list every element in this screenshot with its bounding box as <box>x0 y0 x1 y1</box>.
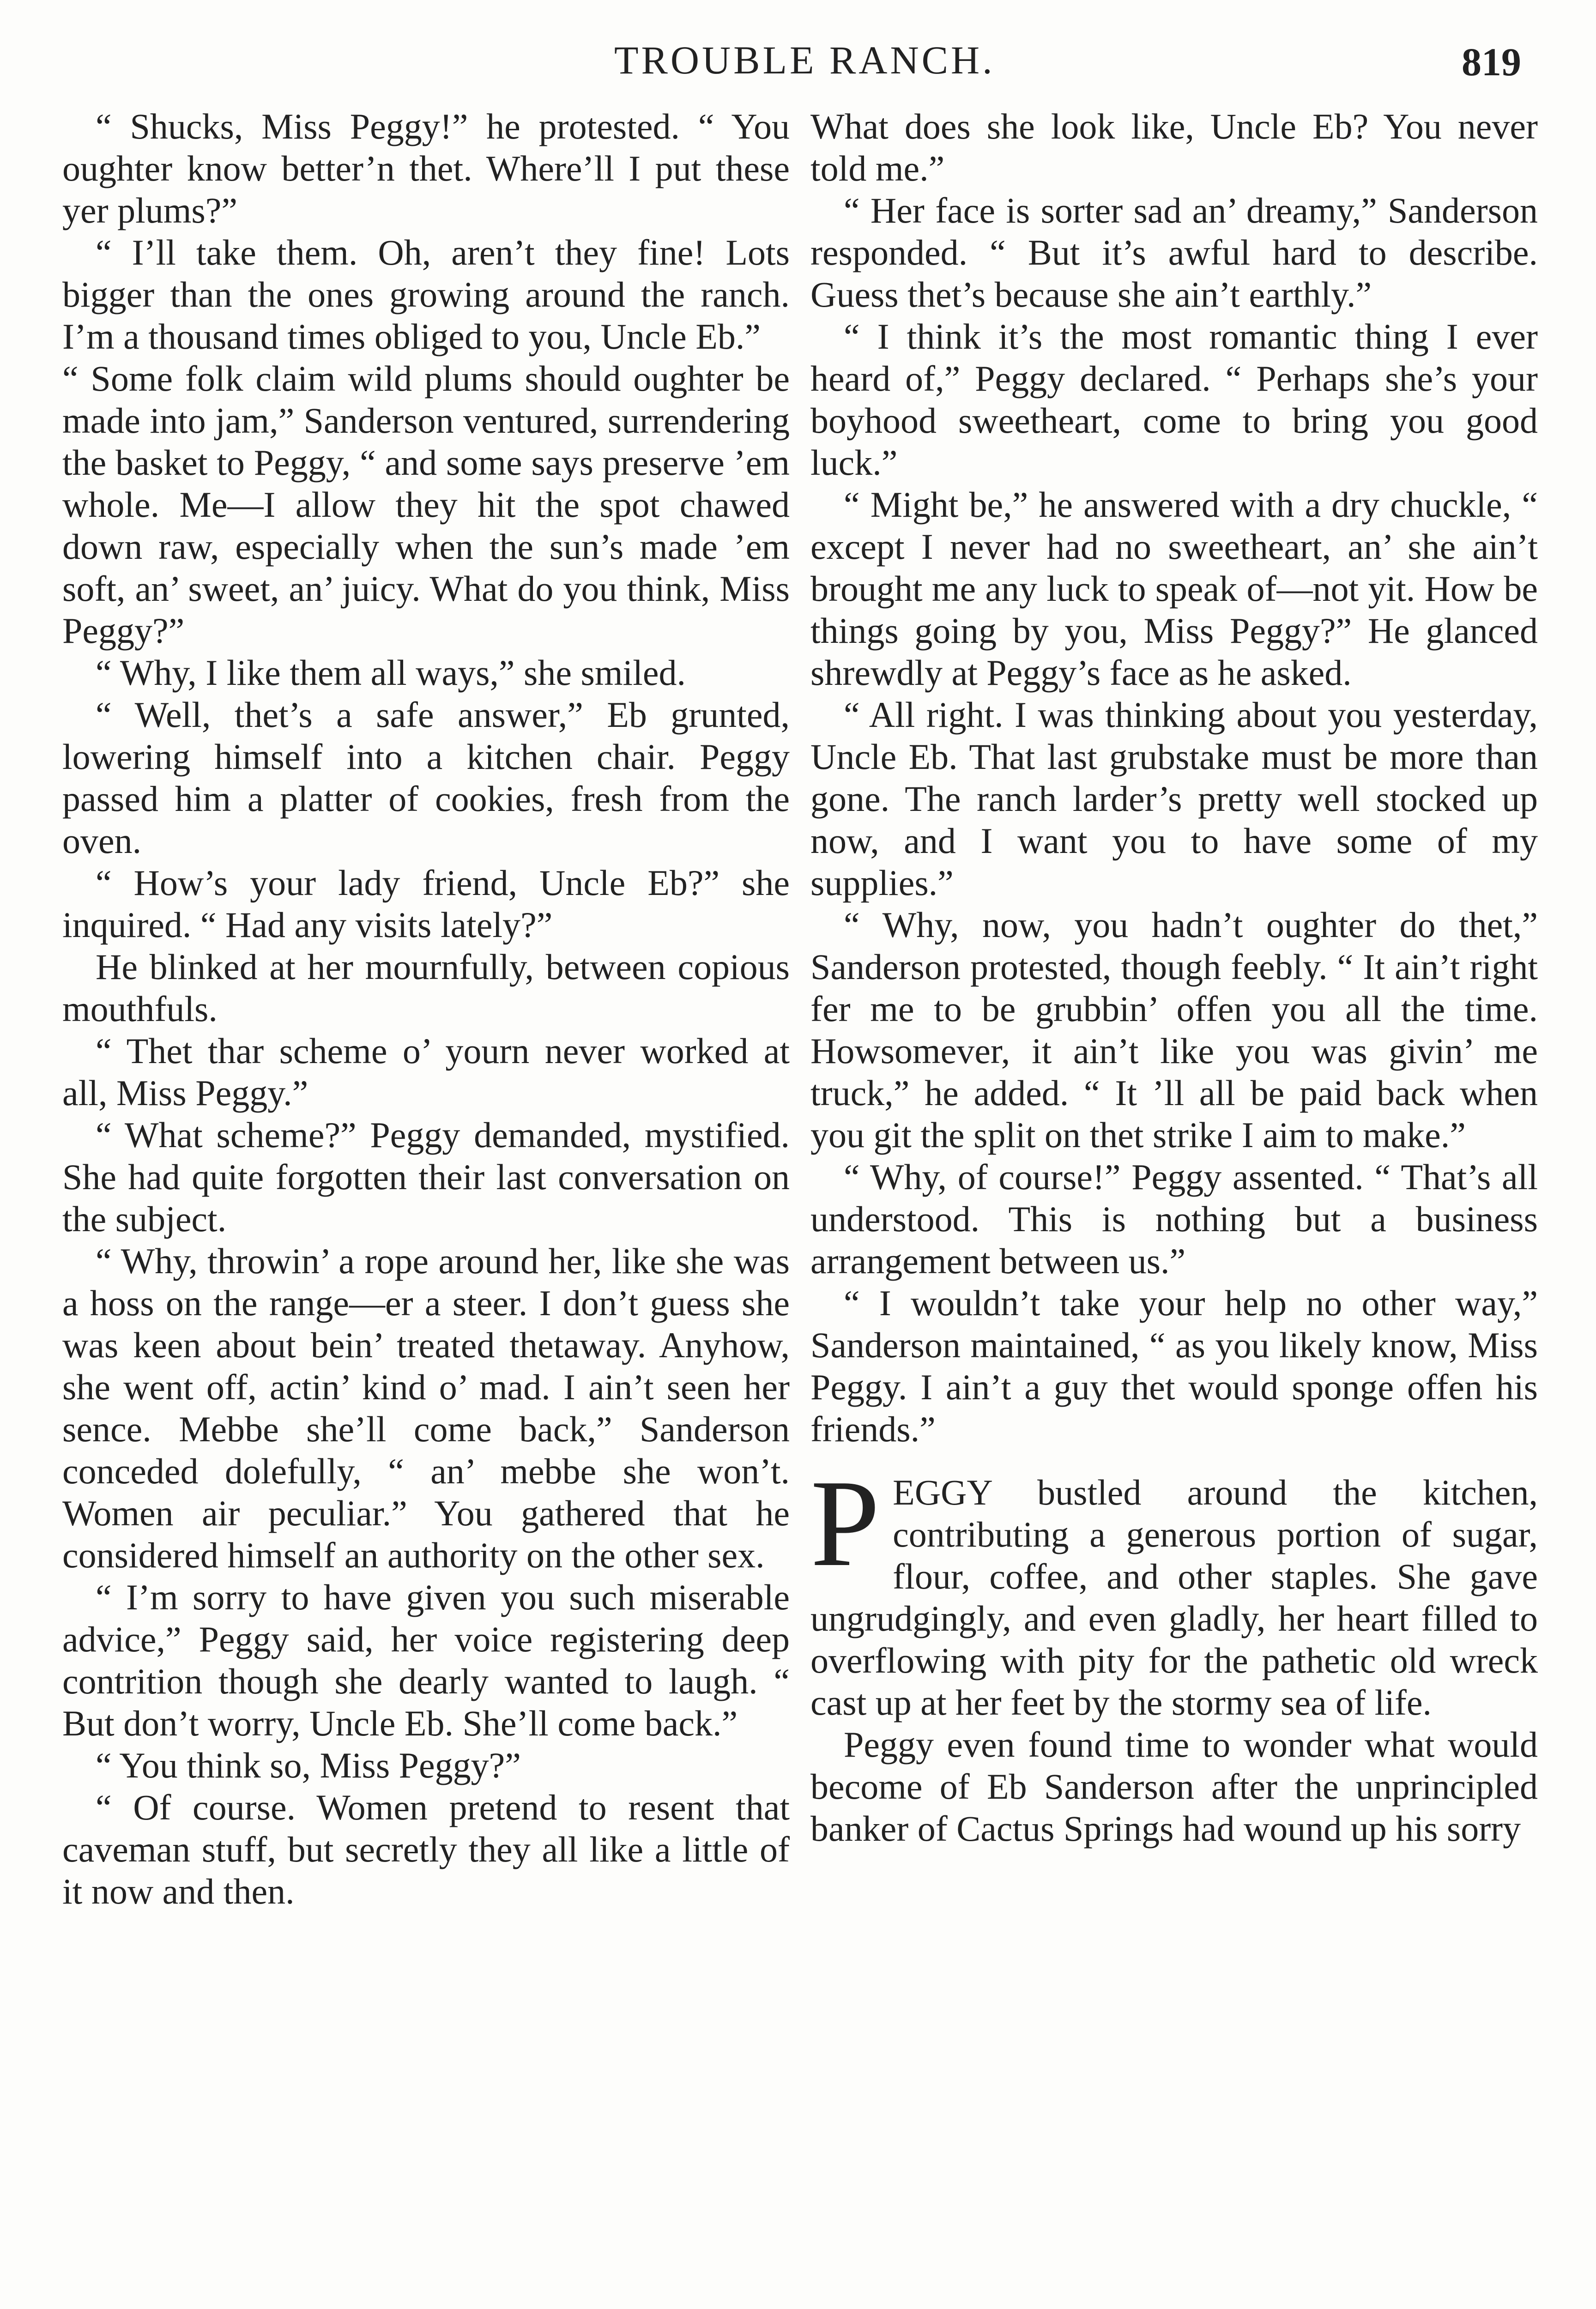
section-opening-paragraph <box>810 1454 1538 1723</box>
paragraph: “ Why, I like them all ways,” she smiled. <box>96 653 686 693</box>
paragraph: “ I think it’s the most romantic thing I ever heard of,” Peggy declared. “ Perhaps she’s your boyhood sweetheart, come to bring you good luck.” <box>810 316 1538 483</box>
left-column <box>62 105 790 1912</box>
paragraph: “ Some folk claim wild plums should oughter be made into jam,” Sanderson ventured, surrendering the basket to Peggy, “ and some says preserve ’em whole. Me—I allow they hit the spot chawed down raw, especially when the sun’s made ’em soft, an’ sweet, an’ juicy. What do you think, Miss Peggy?” <box>62 358 790 651</box>
paragraph: “ Why, now, you hadn’t oughter do thet,” Sanderson protested, though feebly. “ It ain’t right fer me to be grubbin’ offen you all the time. Howsomever, it ain’t like you was givin’ me truck,” he added. “ It ’ll all be paid back when you git the split on thet strike I aim to make.” <box>810 905 1538 1155</box>
paragraph: “ Her face is sorter sad an’ dreamy,” Sanderson responded. “ But it’s awful hard to describe. Guess thet’s because she ain’t earthly.” <box>810 190 1538 314</box>
paragraph: “ How’s your lady friend, Uncle Eb?” she inquired. “ Had any visits lately?” <box>62 863 790 945</box>
paragraph: “ Of course. Women pretend to resent that caveman stuff, but secretly they all like a little of it now and then. <box>62 1787 790 1911</box>
section-opening-text: EGGY bustled around the kitchen, contributing a generous portion of sugar, flour, coffee, and other staples. She gave ungrudgingly, and even gladly, her heart filled to overflowing with pity for the pathetic old wreck cast up at her feet by the stormy sea of life. <box>810 1472 1538 1723</box>
page-number: 819 <box>1462 40 1521 84</box>
paragraph: “ You think so, Miss Peggy?” <box>96 1745 521 1785</box>
paragraph: “ Thet thar scheme o’ yourn never worked at all, Miss Peggy.” <box>62 1031 790 1113</box>
paragraph: “ I’m sorry to have given you such miserable advice,” Peggy said, her voice registering deep contrition though she dearly wanted to laugh. “ But don’t worry, Uncle Eb. She’ll come back.” <box>62 1577 790 1743</box>
paragraph: “ I’ll take them. Oh, aren’t they fine! Lots bigger than the ones growing around the ranch. I’m a thousand times obliged to you, Uncle Eb.” <box>62 232 790 357</box>
paragraph: Peggy even found time to wonder what would become of Eb Sanderson after the unprincipled banker of Cactus Springs had wound up his sorry <box>810 1724 1538 1849</box>
paragraph: “ Why, throwin’ a rope around her, like she was a hoss on the range—er a steer. I don’t guess she was keen about bein’ treated thetaway. Anyhow, she went off, actin’ kind o’ mad. I ain’t seen her sence. Mebbe she’ll come back,” Sanderson conceded dolefully, “ an’ mebbe she won’t. Women air peculiar.” You gathered that he considered himself an authority on the other sex. <box>62 1241 790 1575</box>
paragraph: “ Well, thet’s a safe answer,” Eb grunted, lowering himself into a kitchen chair. Peggy passed him a platter of cookies, fresh from the oven. <box>62 695 790 861</box>
paragraph: “ All right. I was thinking about you yesterday, Uncle Eb. That last grubstake must be more than gone. The ranch larder’s pretty well stocked up now, and I want you to have some of my supplies.” <box>810 695 1538 903</box>
paragraph: “ I wouldn’t take your help no other way,” Sanderson maintained, “ as you likely know, Miss Peggy. I ain’t a guy thet would sponge offen his friends.” <box>810 1283 1538 1449</box>
paragraph: “ What scheme?” Peggy demanded, mystified. She had quite forgotten their last conversation on the subject. <box>62 1115 790 1239</box>
paragraph: What does she look like, Uncle Eb? You never told me.” <box>810 106 1538 188</box>
paragraph: He blinked at her mournfully, between copious mouthfuls. <box>62 947 790 1029</box>
paragraph: “ Why, of course!” Peggy assented. “ That’s all understood. This is nothing but a business arrangement between us.” <box>810 1157 1538 1281</box>
drop-cap: P <box>810 1454 880 1592</box>
paragraph: “ Might be,” he answered with a dry chuckle, “ except I never had no sweetheart, an’ she ain’t brought me any luck to speak of—not yit. How be things going by you, Miss Peggy?” He glanced shrewdly at Peggy’s face as he asked. <box>810 484 1538 693</box>
page-header <box>0 32 1596 88</box>
running-title: TROUBLE RANCH. <box>614 38 995 82</box>
right-column <box>810 105 1538 1850</box>
paragraph: “ Shucks, Miss Peggy!” he protested. “ You oughter know better’n thet. Where’ll I put these yer plums?” <box>62 106 790 230</box>
